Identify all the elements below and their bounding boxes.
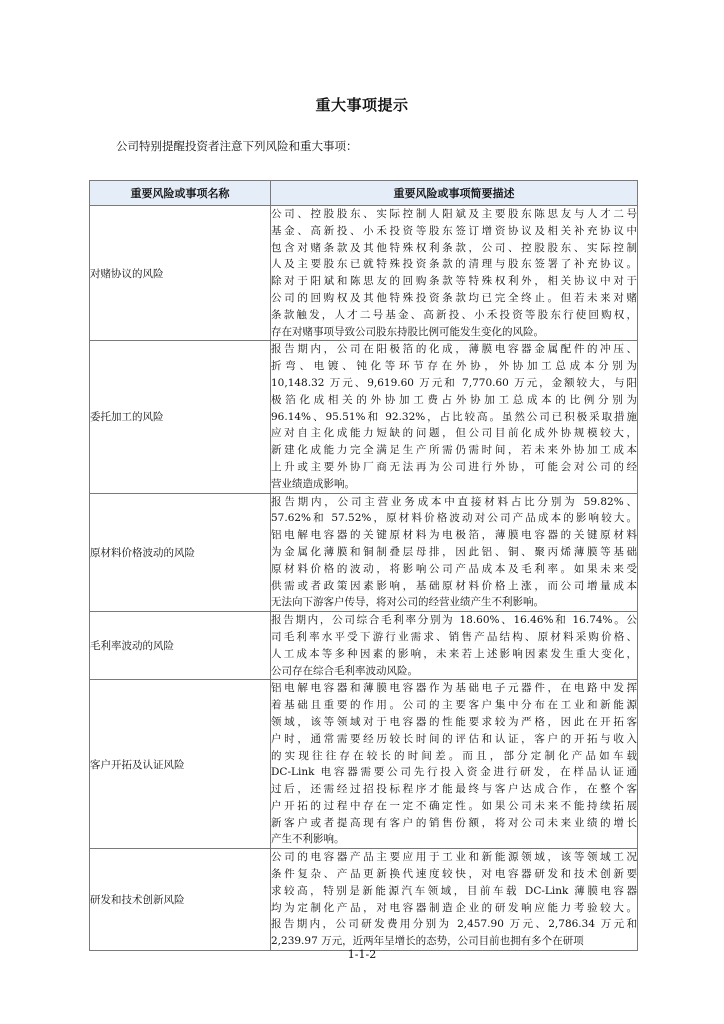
description-line: 人及主要股东已就特殊投资条款的清理与股东签署了补充协议。 — [271, 258, 637, 271]
description-line: 报告期内，公司研发费用分别为 2,457.90 万元、2,786.34 万元和 — [271, 918, 637, 931]
description-line: 除对于阳斌和陈思友的回购条款等特殊权利外，相关协议中对于 — [271, 275, 637, 288]
description-line: 求较高，特别是新能源汽车领域，目前车载 DC-Link 薄膜电容器 — [271, 884, 637, 897]
risk-description — [271, 612, 638, 680]
risk-name: 委托加工的风险 — [90, 341, 271, 493]
risk-description — [271, 341, 638, 493]
description-line: 包含对赌条款及其他特殊权利条款，公司、控股股东、实际控制 — [271, 241, 637, 254]
risk-description — [271, 206, 638, 341]
description-line: 报告期内，公司主营业务成本中直接材料占比分别为 59.82%、 — [271, 495, 637, 508]
table-row — [90, 680, 638, 849]
description-line: 条款触发，人才二号基金、高新投、小禾投资等股东行使回购权， — [271, 308, 637, 321]
description-line: 10,148.32 万元、9,619.60 万元和 7,770.60 万元，金额较大，与阳 — [271, 376, 637, 389]
description-line: 铝电解电容器和薄膜电容器作为基础电子元器件，在电路中发挥 — [271, 682, 637, 695]
description-line: 领域，该等领域对于电容器的性能要求较为严格，因此在开拓客 — [271, 715, 637, 728]
description-line: 2,239.97 万元，近两年呈增长的态势，公司目前也拥有多个在研项 — [271, 935, 584, 948]
description-line: 存在对赌事项导致公司股东持股比例可能发生变化的风险。 — [271, 325, 544, 338]
description-line: 上升或主要外协厂商无法再为公司进行外协，可能会对公司的经 — [271, 460, 637, 473]
description-line: 96.14%、95.51%和 92.32%，占比较高。虽然公司已积极采取措施 — [271, 410, 637, 423]
description-line: 报告期内，公司综合毛利率分别为 18.60%、16.46%和 16.74%。公 — [271, 614, 637, 627]
table-row — [90, 493, 638, 612]
risk-name: 客户开拓及认证风险 — [90, 680, 271, 849]
description-line: 极箔化成相关的外协加工费占外协加工总成本的比例分别为 — [271, 393, 637, 406]
description-line: 均为定制化产品，对电容器制造企业的研发响应能力考验较大。 — [271, 901, 637, 914]
description-line: 报告期内，公司在阳极箔的化成，薄膜电容器金属配件的冲压、 — [271, 343, 637, 356]
description-line: 户开拓的过程中存在一定不确定性。如果公司未来不能持续拓展 — [271, 799, 637, 812]
table-header-row — [90, 181, 638, 206]
description-line: 新建化成能力完全满足生产所需仍需时间，若未来外协加工成本 — [271, 444, 637, 457]
description-line: 基金、高新投、小禾投资等股东签订增资协议及相关补充协议中 — [271, 224, 637, 237]
description-line: 为金属化薄膜和铜制叠层母排，因此铝、铜、聚丙烯薄膜等基础 — [271, 545, 637, 558]
description-line: 营业绩造成影响。 — [271, 477, 355, 490]
description-line: 供需或者政策因素影响，基础原材料价格上涨，而公司增量成本 — [271, 579, 637, 592]
risk-name: 对赌协议的风险 — [90, 206, 271, 341]
table-row — [90, 206, 638, 341]
risk-name: 毛利率波动的风险 — [90, 612, 271, 680]
description-line: 户时，通常需要经历较长时间的评估和认证，客户的开拓与收入 — [271, 732, 637, 745]
page-title: 重大事项提示 — [315, 96, 409, 114]
risk-description — [271, 680, 638, 849]
description-line: 铝电解电容器的关键原材料为电极箔，薄膜电容器的关键原材料 — [271, 529, 637, 542]
description-line: 57.62%和 57.52%，原材料价格波动对公司产品成本的影响较大。 — [271, 512, 637, 525]
description-line: 公司的回购权及其他特殊投资条款均已完全终止。但若未来对赌 — [271, 291, 637, 304]
description-line: 新客户或者提高现有客户的销售份额，将对公司未来业绩的增长 — [271, 816, 637, 829]
risk-description — [271, 849, 638, 951]
table-row — [90, 849, 638, 951]
description-line: 人工成本等多种因素的影响，未来若上述影响因素发生重大变化， — [271, 647, 637, 660]
description-line: 过后，还需经过招投标程序才能最终与客户达成合作，在整个客 — [271, 783, 637, 796]
table-row — [90, 341, 638, 493]
description-line: 公司存在综合毛利率波动风险。 — [271, 664, 418, 677]
description-line: 应对自主化成能力短缺的问题，但公司目前化成外协规模较大， — [271, 427, 637, 440]
table-row — [90, 612, 638, 680]
description-line: 原材料价格的波动，将影响公司产品成本及毛利率。如果未来受 — [271, 562, 637, 575]
header-risk-description: 重要风险或事项简要描述 — [271, 181, 638, 206]
description-line: 着基础且重要的作用。公司的主要客户集中分布在工业和新能源 — [271, 699, 637, 712]
description-line: 条件复杂、产品更新换代速度较快，对电容器研发和技术创新要 — [271, 868, 637, 881]
description-line: 司毛利率水平受下游行业需求、销售产品结构、原材料采购价格、 — [271, 630, 637, 643]
description-line: 产生不利影响。 — [271, 833, 345, 846]
risk-name: 原材料价格波动的风险 — [90, 493, 271, 612]
header-risk-name: 重要风险或事项名称 — [90, 181, 271, 206]
description-line: 公司、控股股东、实际控制人阳斌及主要股东陈思友与人才二号 — [271, 208, 637, 220]
description-line: DC-Link 电容器需要公司先行投入资金进行研发，在样品认证通 — [271, 766, 637, 779]
intro-text: 公司特别提醒投资者注意下列风险和重大事项： — [116, 139, 358, 153]
risk-name: 研发和技术创新风险 — [90, 849, 271, 951]
description-line: 公司的电容器产品主要应用于工业和新能源领域，该等领域工况 — [271, 851, 637, 864]
description-line: 折弯、电镀、钝化等环节存在外协，外协加工总成本分别为 — [271, 360, 637, 373]
description-line: 无法向下游客户传导，将对公司的经营业绩产生不利影响。 — [271, 596, 544, 609]
risk-table — [89, 180, 638, 951]
risk-description — [271, 493, 638, 612]
page-number: 1-1-2 — [347, 948, 377, 961]
description-line: 的实现往往存在较长的时间差。而且，部分定制化产品如车载 — [271, 749, 637, 762]
